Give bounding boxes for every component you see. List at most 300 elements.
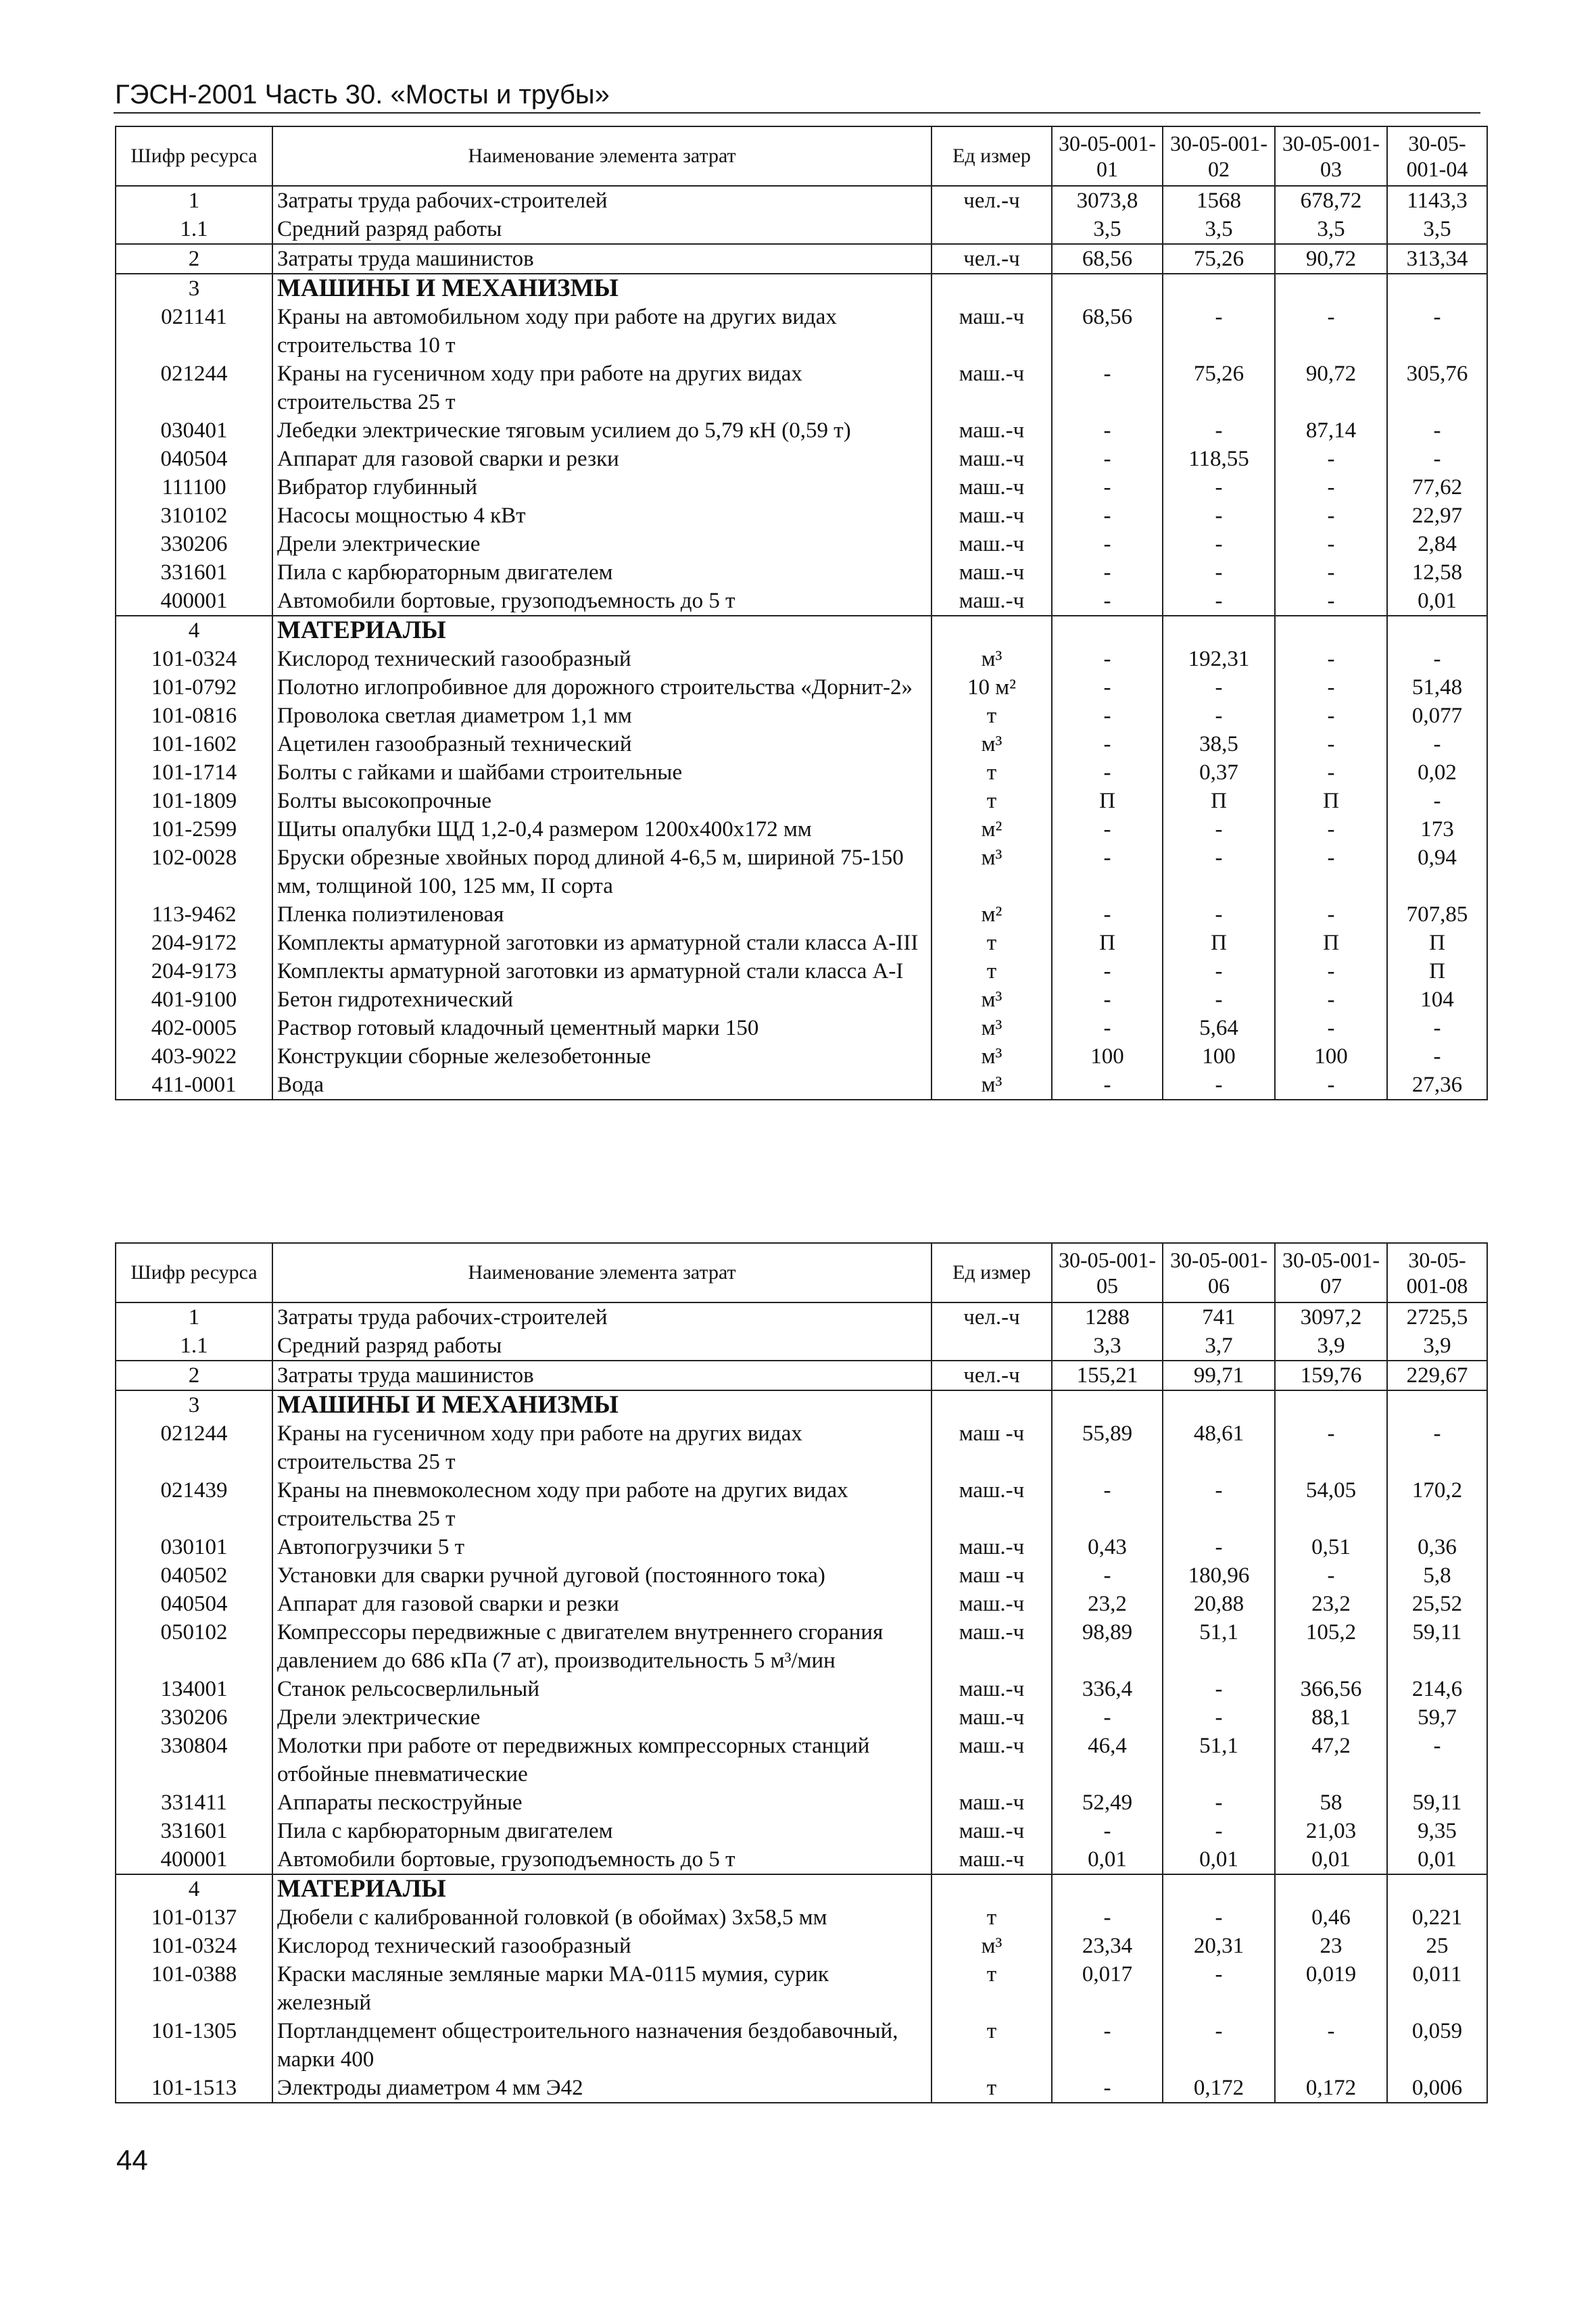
value-cell: -: [1052, 587, 1163, 616]
value-cell: 20,31: [1163, 1932, 1275, 1960]
resource-name-cell: Болты с гайками и шайбами строительные: [272, 758, 932, 787]
value-cell: 0,02: [1387, 758, 1487, 787]
table-row: [116, 1732, 1487, 1788]
value-cell: [1163, 1390, 1275, 1419]
resource-name-cell: Электроды диаметром 4 мм Э42: [272, 2074, 932, 2103]
unit-cell: маш.-ч: [959, 447, 1025, 471]
unit-cell: маш.-ч: [932, 1845, 1052, 1874]
value-cell: -: [1387, 303, 1487, 360]
value-cell: -: [1163, 815, 1275, 844]
table-row: [116, 815, 1487, 844]
value-cell: -: [1275, 445, 1387, 473]
section-title-cell: МАТЕРИАЛЫ: [272, 616, 932, 645]
resource-name-cell: Конструкции сборные железобетонные: [272, 1042, 932, 1071]
value-cell: П: [1387, 929, 1487, 957]
value-cell: [1275, 274, 1387, 303]
value-cell: П: [1387, 957, 1487, 985]
unit-cell: маш -ч: [959, 1563, 1025, 1588]
unit-cell: чел.-ч: [932, 244, 1052, 274]
resource-code-cell: 030401: [116, 416, 272, 445]
value-cell: 1288: [1052, 1302, 1163, 1332]
table-row: [116, 1703, 1487, 1732]
value-cell: 214,6: [1387, 1675, 1487, 1703]
unit-cell: маш.-ч: [959, 1705, 1025, 1730]
value-cell: П: [1163, 929, 1275, 957]
value-cell: -: [1052, 1703, 1163, 1732]
resource-code-cell: 310102: [116, 502, 272, 530]
unit-cell: т: [986, 760, 997, 785]
value-cell: 0,01: [1163, 1845, 1275, 1874]
unit-cell: [932, 1332, 1052, 1361]
table-row: [116, 985, 1487, 1014]
value-cell: 313,34: [1387, 244, 1487, 274]
resource-name-cell: Полотно иглопробивное для дорожного строительства «Дорнит-2»: [272, 673, 932, 702]
section-header-row: [116, 1390, 1487, 1419]
table-row: [116, 1932, 1487, 1960]
value-cell: -: [1052, 730, 1163, 758]
value-cell: 3073,8: [1052, 186, 1163, 215]
value-cell: -: [1387, 416, 1487, 445]
value-cell: 192,31: [1163, 645, 1275, 673]
value-cell: [1275, 616, 1387, 645]
value-cell: 21,03: [1275, 1817, 1387, 1845]
unit-cell: т: [986, 1905, 997, 1930]
resource-code-cell: 101-0324: [116, 1932, 272, 1960]
unit-cell: [932, 274, 1052, 303]
resource-code-cell: 101-1513: [116, 2074, 272, 2103]
value-cell: -: [1052, 758, 1163, 787]
resource-code-cell: 021244: [116, 1419, 272, 1476]
table-row: [116, 473, 1487, 502]
value-cell: -: [1163, 530, 1275, 558]
value-cell: 100: [1275, 1042, 1387, 1071]
unit-cell: маш.-ч: [959, 1592, 1025, 1616]
value-cell: [1052, 274, 1163, 303]
resource-code-cell: 330804: [116, 1732, 272, 1788]
value-cell: 0,01: [1275, 1845, 1387, 1874]
unit-cell: маш.-ч: [959, 1535, 1025, 1559]
resource-code-cell: 101-1714: [116, 758, 272, 787]
value-cell: 1568: [1163, 186, 1275, 215]
unit-cell: м³: [932, 1071, 1052, 1100]
resource-name-cell: Затраты труда машинистов: [272, 244, 932, 274]
value-cell: 88,1: [1275, 1703, 1387, 1732]
value-cell: -: [1387, 645, 1487, 673]
value-cell: 47,2: [1275, 1732, 1387, 1788]
table-row: [116, 900, 1487, 929]
value-cell: 48,61: [1163, 1419, 1275, 1476]
value-cell: -: [1052, 1014, 1163, 1042]
value-cell: 51,1: [1163, 1618, 1275, 1675]
value-cell: -: [1275, 758, 1387, 787]
resource-code-cell: 101-1305: [116, 2017, 272, 2074]
table-row: [116, 758, 1487, 787]
resource-code-cell: 101-1809: [116, 787, 272, 815]
value-cell: 5,64: [1163, 1014, 1275, 1042]
value-cell: -: [1163, 1675, 1275, 1703]
section-title-cell: МАШИНЫ И МЕХАНИЗМЫ: [272, 1390, 932, 1419]
table-row: [116, 303, 1487, 360]
value-cell: 87,14: [1275, 416, 1387, 445]
resource-code-cell: 204-9173: [116, 957, 272, 985]
value-cell: [1387, 1874, 1487, 1903]
column-header-name: Наименование элемента затрат: [272, 126, 932, 186]
value-cell: 366,56: [1275, 1675, 1387, 1703]
norm-code-header: 30-05-001-06: [1163, 1243, 1275, 1302]
value-cell: -: [1052, 1071, 1163, 1100]
resource-code-cell: 411-0001: [116, 1071, 272, 1100]
table-row: [116, 186, 1487, 215]
unit-cell: маш.-ч: [959, 1620, 1025, 1644]
value-cell: 0,221: [1387, 1903, 1487, 1932]
value-cell: [1163, 616, 1275, 645]
unit-cell: м²: [981, 817, 1002, 842]
value-cell: 2,84: [1387, 530, 1487, 558]
value-cell: -: [1052, 2017, 1163, 2074]
norm-code-header: 30-05-001-05: [1052, 1243, 1163, 1302]
resource-name-cell: Бруски обрезные хвойных пород длиной 4-6,5 м, шириной 75-150 мм, толщиной 100, 125 мм, II сорта: [272, 844, 932, 900]
value-cell: 9,35: [1387, 1817, 1487, 1845]
value-cell: 46,4: [1052, 1732, 1163, 1788]
value-cell: [1387, 1390, 1487, 1419]
unit-cell: маш.-ч: [959, 1677, 1025, 1701]
unit-cell: маш.-ч: [959, 532, 1025, 556]
value-cell: 59,11: [1387, 1788, 1487, 1817]
value-cell: -: [1275, 844, 1387, 900]
value-cell: -: [1163, 702, 1275, 730]
value-cell: 55,89: [1052, 1419, 1163, 1476]
value-cell: -: [1275, 1014, 1387, 1042]
value-cell: [1052, 1390, 1163, 1419]
value-cell: [1387, 274, 1487, 303]
resource-name-cell: Щиты опалубки ЩД 1,2-0,4 размером 1200x400x172 мм: [272, 815, 932, 844]
resource-name-cell: Установки для сварки ручной дуговой (постоянного тока): [272, 1561, 932, 1590]
value-cell: 0,172: [1275, 2074, 1387, 2103]
value-cell: [1163, 1874, 1275, 1903]
resource-code-cell: 403-9022: [116, 1042, 272, 1071]
value-cell: 0,019: [1275, 1960, 1387, 2017]
resource-code-cell: 401-9100: [116, 985, 272, 1014]
section-title-cell: МАТЕРИАЛЫ: [272, 1874, 932, 1903]
unit-cell: м³: [981, 1044, 1002, 1069]
unit-cell: маш.-ч: [959, 305, 1025, 329]
resource-name-cell: Затраты труда рабочих-строителей: [272, 186, 932, 215]
resource-name-cell: Краны на автомобильном ходу при работе на других видах строительства 10 т: [272, 303, 932, 360]
value-cell: [1275, 1390, 1387, 1419]
resource-code-cell: 101-0324: [116, 645, 272, 673]
norm-code-header: 30-05-001-07: [1275, 1243, 1387, 1302]
resource-code-cell: 4: [116, 1874, 272, 1903]
value-cell: -: [1052, 360, 1163, 416]
table-row: [116, 730, 1487, 758]
column-header-code: Шифр ресурса: [116, 126, 272, 186]
value-cell: 3,5: [1387, 215, 1487, 244]
value-cell: -: [1163, 1788, 1275, 1817]
resource-name-cell: Проволока светлая диаметром 1,1 мм: [272, 702, 932, 730]
value-cell: -: [1387, 1042, 1487, 1071]
section-header-row: [116, 1874, 1487, 1903]
value-cell: 707,85: [1387, 900, 1487, 929]
value-cell: 0,46: [1275, 1903, 1387, 1932]
resource-name-cell: Дрели электрические: [272, 1703, 932, 1732]
unit-cell: чел.-ч: [963, 189, 1020, 213]
unit-cell: маш.-ч: [959, 504, 1025, 528]
value-cell: -: [1052, 1817, 1163, 1845]
resource-name-cell: Бетон гидротехнический: [272, 985, 932, 1014]
value-cell: -: [1052, 702, 1163, 730]
running-header: ГЭСН-2001 Часть 30. «Мосты и трубы»: [115, 80, 610, 109]
value-cell: -: [1275, 2017, 1387, 2074]
value-cell: -: [1275, 558, 1387, 587]
value-cell: П: [1275, 929, 1387, 957]
resource-code-cell: 402-0005: [116, 1014, 272, 1042]
value-cell: 0,017: [1052, 1960, 1163, 2017]
resource-code-cell: 3: [116, 1390, 272, 1419]
value-cell: 0,172: [1163, 2074, 1275, 2103]
table-row: [116, 244, 1487, 274]
value-cell: -: [1275, 1071, 1387, 1100]
value-cell: -: [1275, 702, 1387, 730]
table-row: [116, 1332, 1487, 1361]
table-row: [116, 957, 1487, 985]
value-cell: -: [1275, 957, 1387, 985]
resource-name-cell: Вибратор глубинный: [272, 473, 932, 502]
unit-cell: м³: [981, 846, 1002, 870]
value-cell: 305,76: [1387, 360, 1487, 416]
resource-code-cell: 400001: [116, 587, 272, 616]
value-cell: -: [1052, 985, 1163, 1014]
value-cell: -: [1052, 2074, 1163, 2103]
norm-code-header: 30-05-001-01: [1052, 126, 1163, 186]
unit-cell: чел.-ч: [963, 1305, 1020, 1330]
table-row: [116, 530, 1487, 558]
unit-cell: чел.-ч: [932, 1361, 1052, 1390]
resource-name-cell: Молотки при работе от передвижных компрессорных станций отбойные пневматические: [272, 1732, 932, 1788]
section-header-row: [116, 616, 1487, 645]
unit-cell: [932, 1874, 1052, 1903]
table-row: [116, 1042, 1487, 1071]
resource-code-cell: 1: [116, 186, 272, 215]
value-cell: 678,72: [1275, 186, 1387, 215]
resource-name-cell: Аппараты пескоструйные: [272, 1788, 932, 1817]
value-cell: 22,97: [1387, 502, 1487, 530]
value-cell: 23: [1275, 1932, 1387, 1960]
value-cell: 23,34: [1052, 1932, 1163, 1960]
value-cell: 25: [1387, 1932, 1487, 1960]
table-header-row: [116, 1243, 1487, 1302]
resource-name-cell: Средний разряд работы: [272, 1332, 932, 1361]
value-cell: 3,5: [1275, 215, 1387, 244]
value-cell: 0,077: [1387, 702, 1487, 730]
column-header-name: Наименование элемента затрат: [272, 1243, 932, 1302]
table-row: [116, 1476, 1487, 1533]
unit-cell: т: [986, 1962, 997, 1987]
unit-cell: маш.-ч: [959, 475, 1025, 499]
resource-code-cell: 1.1: [116, 215, 272, 244]
value-cell: 3,9: [1387, 1332, 1487, 1361]
resource-name-cell: Краны на гусеничном ходу при работе на других видах строительства 25 т: [272, 1419, 932, 1476]
unit-cell: м³: [981, 1934, 1002, 1958]
value-cell: 229,67: [1387, 1361, 1487, 1390]
value-cell: П: [1275, 787, 1387, 815]
value-cell: 59,11: [1387, 1618, 1487, 1675]
unit-cell: м³: [981, 1016, 1002, 1040]
table-row: [116, 2017, 1487, 2074]
value-cell: -: [1163, 1476, 1275, 1533]
value-cell: 75,26: [1163, 360, 1275, 416]
resource-code-cell: 050102: [116, 1618, 272, 1675]
value-cell: [1052, 616, 1163, 645]
value-cell: [1387, 616, 1487, 645]
table-row: [116, 1590, 1487, 1618]
norm-code-header: 30-05-001-03: [1275, 126, 1387, 186]
resource-code-cell: 2: [116, 1361, 272, 1390]
unit-cell: маш.-ч: [959, 560, 1025, 585]
value-cell: -: [1163, 303, 1275, 360]
value-cell: -: [1163, 900, 1275, 929]
table-row: [116, 1618, 1487, 1675]
value-cell: -: [1052, 673, 1163, 702]
value-cell: -: [1052, 558, 1163, 587]
value-cell: 68,56: [1052, 244, 1163, 274]
value-cell: 5,8: [1387, 1561, 1487, 1590]
table-row: [116, 645, 1487, 673]
value-cell: 51,48: [1387, 673, 1487, 702]
value-cell: [1163, 274, 1275, 303]
table-row: [116, 1788, 1487, 1817]
value-cell: -: [1275, 530, 1387, 558]
value-cell: -: [1275, 673, 1387, 702]
unit-cell: маш.-ч: [959, 362, 1025, 386]
resource-name-cell: Комплекты арматурной заготовки из арматурной стали класса А-III: [272, 929, 932, 957]
resource-code-cell: 040504: [116, 1590, 272, 1618]
unit-cell: маш -ч: [959, 1421, 1025, 1446]
value-cell: 3,5: [1163, 215, 1275, 244]
norm-code-header: 30-05-001-04: [1387, 126, 1487, 186]
unit-cell: [932, 215, 1052, 244]
value-cell: -: [1387, 1732, 1487, 1788]
value-cell: 25,52: [1387, 1590, 1487, 1618]
table-row: [116, 360, 1487, 416]
column-header-unit: Ед измер: [932, 1243, 1052, 1302]
unit-cell: [932, 1390, 1052, 1419]
value-cell: -: [1275, 502, 1387, 530]
value-cell: -: [1275, 473, 1387, 502]
table-row: [116, 1561, 1487, 1590]
value-cell: -: [1163, 502, 1275, 530]
resource-code-cell: 102-0028: [116, 844, 272, 900]
value-cell: -: [1052, 815, 1163, 844]
resource-name-cell: Станок рельсосверлильный: [272, 1675, 932, 1703]
resource-name-cell: Автопогрузчики 5 т: [272, 1533, 932, 1561]
unit-cell: маш.-ч: [959, 1819, 1025, 1843]
resource-table-2: [115, 1242, 1488, 2103]
unit-cell: маш.-ч: [959, 418, 1025, 443]
value-cell: -: [1163, 587, 1275, 616]
value-cell: 99,71: [1163, 1361, 1275, 1390]
value-cell: 20,88: [1163, 1590, 1275, 1618]
table-row: [116, 844, 1487, 900]
resource-code-cell: 331601: [116, 558, 272, 587]
value-cell: 0,36: [1387, 1533, 1487, 1561]
value-cell: 51,1: [1163, 1732, 1275, 1788]
value-cell: 68,56: [1052, 303, 1163, 360]
table-row: [116, 502, 1487, 530]
value-cell: -: [1163, 1071, 1275, 1100]
table-row: [116, 1817, 1487, 1845]
value-cell: 0,94: [1387, 844, 1487, 900]
value-cell: [1052, 1874, 1163, 1903]
resource-name-cell: Пила с карбюраторным двигателем: [272, 1817, 932, 1845]
resource-name-cell: Краны на гусеничном ходу при работе на других видах строительства 25 т: [272, 360, 932, 416]
norm-code-header: 30-05-001-08: [1387, 1243, 1487, 1302]
value-cell: 54,05: [1275, 1476, 1387, 1533]
value-cell: 3097,2: [1275, 1302, 1387, 1332]
resource-code-cell: 021439: [116, 1476, 272, 1533]
value-cell: 170,2: [1387, 1476, 1487, 1533]
resource-name-cell: Автомобили бортовые, грузоподъемность до 5 т: [272, 1845, 932, 1874]
value-cell: 27,36: [1387, 1071, 1487, 1100]
resource-code-cell: 101-0137: [116, 1903, 272, 1932]
table-row: [116, 416, 1487, 445]
norm-code-header: 30-05-001-02: [1163, 126, 1275, 186]
resource-name-cell: Вода: [272, 1071, 932, 1100]
resource-name-cell: Компрессоры передвижные с двигателем внутреннего сгорания давлением до 686 кПа (7 ат), производительность 5 м³/мин: [272, 1618, 932, 1675]
value-cell: -: [1163, 1903, 1275, 1932]
value-cell: -: [1163, 1817, 1275, 1845]
value-cell: -: [1052, 1903, 1163, 1932]
table-row: [116, 1071, 1487, 1100]
resource-name-cell: Аппарат для газовой сварки и резки: [272, 1590, 932, 1618]
resource-name-cell: Пила с карбюраторным двигателем: [272, 558, 932, 587]
value-cell: -: [1275, 1561, 1387, 1590]
value-cell: -: [1163, 1960, 1275, 2017]
value-cell: -: [1163, 473, 1275, 502]
unit-cell: т: [986, 789, 997, 813]
value-cell: 0,01: [1052, 1845, 1163, 1874]
value-cell: 90,72: [1275, 360, 1387, 416]
value-cell: -: [1163, 957, 1275, 985]
value-cell: 100: [1163, 1042, 1275, 1071]
resource-name-cell: Средний разряд работы: [272, 215, 932, 244]
resource-name-cell: Лебедки электрические тяговым усилием до 5,79 кН (0,59 т): [272, 416, 932, 445]
value-cell: 173: [1387, 815, 1487, 844]
resource-code-cell: 021141: [116, 303, 272, 360]
value-cell: 0,43: [1052, 1533, 1163, 1561]
value-cell: 3,3: [1052, 1332, 1163, 1361]
value-cell: 75,26: [1163, 244, 1275, 274]
value-cell: -: [1387, 1014, 1487, 1042]
value-cell: 3,9: [1275, 1332, 1387, 1361]
value-cell: -: [1052, 416, 1163, 445]
resource-code-cell: 101-1602: [116, 730, 272, 758]
unit-cell: 10 м²: [967, 675, 1017, 700]
value-cell: -: [1275, 900, 1387, 929]
header-rule: [114, 112, 1480, 114]
table-row: [116, 2074, 1487, 2103]
value-cell: -: [1052, 445, 1163, 473]
resource-code-cell: 331601: [116, 1817, 272, 1845]
value-cell: -: [1275, 985, 1387, 1014]
value-cell: 59,7: [1387, 1703, 1487, 1732]
resource-code-cell: 113-9462: [116, 900, 272, 929]
value-cell: 1143,3: [1387, 186, 1487, 215]
resource-code-cell: 2: [116, 244, 272, 274]
resource-name-cell: Кислород технический газообразный: [272, 1932, 932, 1960]
table-row: [116, 929, 1487, 957]
resource-code-cell: 021244: [116, 360, 272, 416]
resource-code-cell: 330206: [116, 1703, 272, 1732]
